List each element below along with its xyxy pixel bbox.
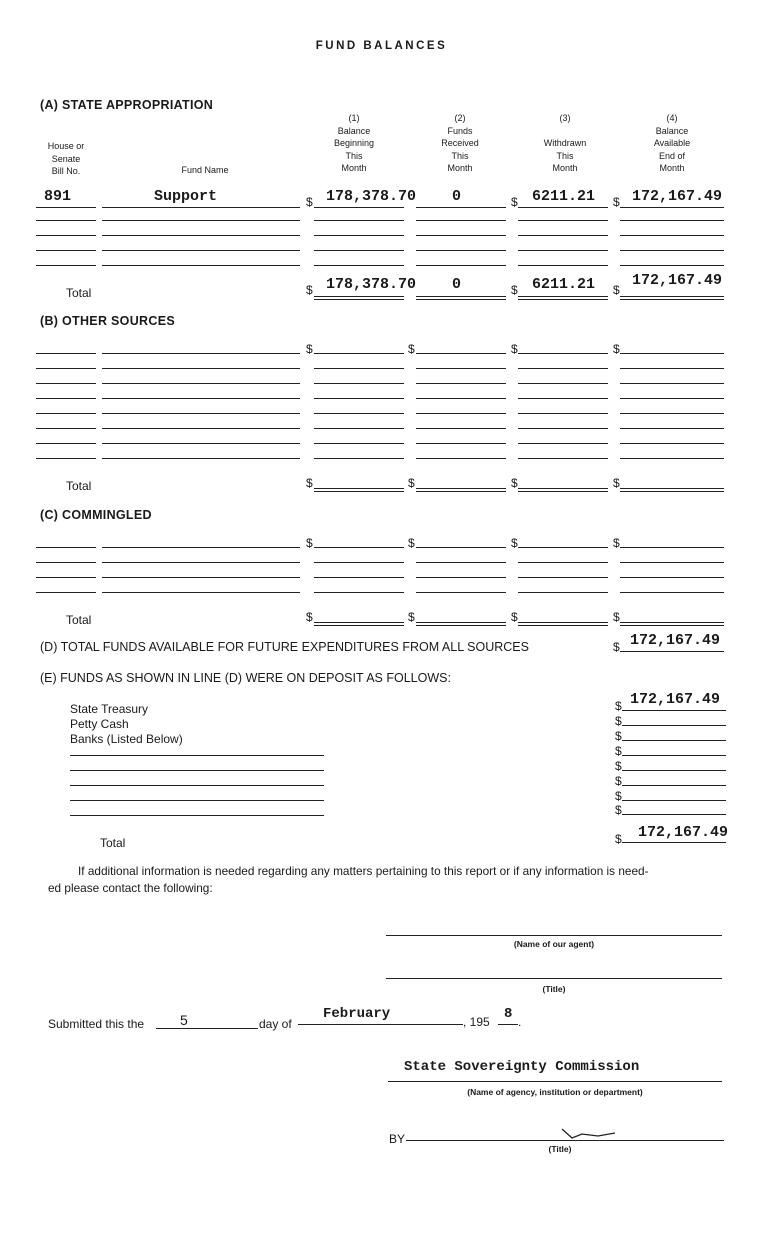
submitted-prefix: Submitted this the	[48, 1017, 145, 1031]
bill-number: 891	[44, 188, 72, 205]
a-total-balance-end: 172,167.49	[632, 272, 723, 289]
section-b-label: (B) OTHER SOURCES	[40, 314, 175, 328]
dollar-sign: $	[511, 610, 518, 624]
deposit-petty-cash: Petty Cash	[70, 717, 129, 731]
contact-text-line-1: If additional information is needed regarding any matters pertaining to this report or if any information is need-	[78, 864, 649, 878]
submitted-year-prefix: , 195	[463, 1015, 490, 1029]
section-b-total-label: Total	[66, 479, 92, 493]
agency-line	[388, 1081, 722, 1082]
bill-column-header: House or Senate Bill No.	[47, 141, 85, 176]
line-d-value: 172,167.49	[630, 632, 721, 649]
a-total-withdrawn: 6211.21	[532, 276, 596, 293]
agent-name-caption: (Name of our agent)	[513, 939, 595, 949]
section-c-total-label: Total	[66, 613, 92, 627]
submitted-year-digit: 8	[504, 1006, 513, 1022]
dollar-sign: $	[613, 342, 620, 356]
deposit-total-value: 172,167.49	[638, 824, 729, 841]
line-d-label: (D) TOTAL FUNDS AVAILABLE FOR FUTURE EXPENDITURES FROM ALL SOURCES	[40, 640, 529, 654]
submitted-year-line	[498, 1024, 518, 1025]
dollar-sign: $	[615, 832, 622, 846]
fund-name-header: Fund Name	[181, 165, 229, 175]
dollar-sign: $	[408, 610, 415, 624]
agency-name: State Sovereignty Commission	[404, 1059, 640, 1075]
deposit-total-underline	[622, 842, 726, 843]
a-row-withdrawn: 6211.21	[532, 188, 596, 205]
fund-name: Support	[154, 188, 218, 205]
dollar-sign: $	[615, 699, 622, 713]
signature-mark	[560, 1126, 620, 1142]
submitted-day: 5	[180, 1012, 188, 1028]
line-d-underline	[620, 651, 724, 652]
submitted-month: February	[323, 1006, 391, 1022]
dollar-sign: $	[511, 283, 518, 297]
a-row-balance-beginning: 178,378.70	[326, 188, 417, 205]
section-c-label: (C) COMMINGLED	[40, 508, 152, 522]
column-1-header: (1) Balance Beginning This Month	[333, 113, 375, 173]
dollar-sign: $	[306, 195, 313, 209]
dollar-sign: $	[408, 536, 415, 550]
dollar-sign: $	[615, 759, 622, 773]
a-total-funds-received: 0	[452, 276, 462, 293]
column-4-header: (4) Balance Available End of Month	[653, 113, 691, 173]
submitted-day-of: day of	[259, 1017, 292, 1031]
by-label: BY	[389, 1132, 406, 1146]
dollar-sign: $	[613, 195, 620, 209]
dollar-sign: $	[511, 536, 518, 550]
agent-title-line	[386, 978, 722, 979]
column-2-header: (2) Funds Received This Month	[441, 113, 479, 173]
dollar-sign: $	[511, 342, 518, 356]
state-treasury-value: 172,167.49	[630, 691, 721, 708]
submitted-day-line	[156, 1028, 258, 1029]
agency-caption: (Name of agency, institution or department)	[467, 1087, 643, 1097]
a-total-balance-beginning: 178,378.70	[326, 276, 417, 293]
section-a-label: (A) STATE APPROPRIATION	[40, 98, 214, 112]
deposit-state-treasury: State Treasury	[70, 702, 149, 716]
dollar-sign: $	[615, 744, 622, 758]
section-a-total-label: Total	[66, 286, 92, 300]
a-row-funds-received: 0	[452, 188, 462, 205]
agent-name-line	[386, 935, 722, 936]
dollar-sign: $	[306, 536, 313, 550]
dollar-sign: $	[613, 640, 620, 654]
dollar-sign: $	[615, 714, 622, 728]
deposit-banks: Banks (Listed Below)	[70, 732, 183, 746]
dollar-sign: $	[613, 610, 620, 624]
by-title-caption: (Title)	[548, 1144, 572, 1154]
deposit-total-label: Total	[100, 836, 126, 850]
dollar-sign: $	[613, 283, 620, 297]
page-title: FUND BALANCES	[315, 40, 448, 52]
dollar-sign: $	[613, 536, 620, 550]
dollar-sign: $	[615, 729, 622, 743]
dollar-sign: $	[511, 195, 518, 209]
column-3-header: (3) Withdrawn This Month	[543, 113, 587, 173]
line-e-label: (E) FUNDS AS SHOWN IN LINE (D) WERE ON DEPOSIT AS FOLLOWS:	[40, 671, 451, 685]
dollar-sign: $	[306, 476, 313, 490]
dollar-sign: $	[306, 610, 313, 624]
contact-text-line-2: ed please contact the following:	[48, 881, 213, 895]
dollar-sign: $	[615, 774, 622, 788]
dollar-sign: $	[408, 476, 415, 490]
a-row-balance-end: 172,167.49	[632, 188, 723, 205]
dollar-sign: $	[613, 476, 620, 490]
agent-title-caption: (Title)	[542, 984, 566, 994]
submitted-end: .	[518, 1015, 522, 1029]
submitted-month-line	[298, 1024, 463, 1025]
dollar-sign: $	[511, 476, 518, 490]
dollar-sign: $	[306, 342, 313, 356]
dollar-sign: $	[615, 803, 622, 817]
dollar-sign: $	[306, 283, 313, 297]
dollar-sign: $	[408, 342, 415, 356]
dollar-sign: $	[615, 789, 622, 803]
